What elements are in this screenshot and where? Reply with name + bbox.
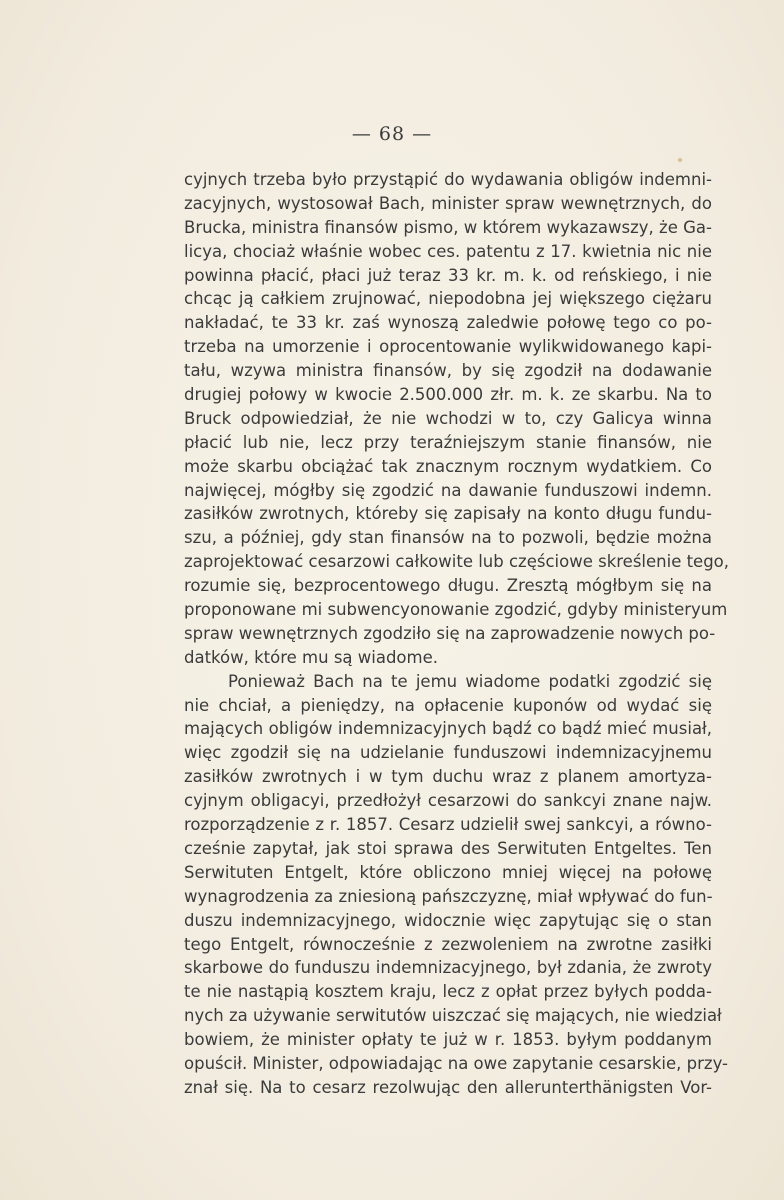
text-line: może skarbu obciążać tak znacznym rocznym wydatkiem. Co [184,456,712,476]
text-line: Brucka, ministra finansów pismo, w którem wykazawszy, że Ga- [184,217,712,237]
text-line: skarbowe do funduszu indemnizacyjnego, był zdania, że zwroty [184,958,712,978]
body-text [184,168,730,1100]
text-line: licya, chociaż właśnie wobec ces. patentu z 17. kwietnia nic nie [184,241,712,261]
text-line: tego Entgelt, równocześnie z zezwoleniem na zwrotne zasiłki [184,934,712,954]
text-line: spraw wewnętrznych zgodziło się na zaprowadzenie nowych po- [184,623,716,643]
text-line: mających obligów indemnizacyjnych bądź co bądź mieć musiał, [184,719,712,739]
text-line: Ponieważ Bach na te jemu wiadome podatki zgodzić się [228,671,712,691]
text-line: cyjnych trzeba było przystąpić do wydawania obligów indemni- [184,170,712,189]
text-line: proponowane mi subwencyonowanie zgodzić, gdyby ministeryum [184,600,728,620]
text-line: opuścił. Minister, odpowiadając na owe zapytanie cesarskie, przy- [184,1053,729,1073]
text-line: cześnie zapytał, jak stoi sprawa des Serwituten Entgeltes. Ten [184,838,712,858]
text-line: płacić lub nie, lecz przy teraźniejszym stanie finansów, nie [184,432,712,452]
text-line: tału, wzywa ministra finansów, by się zgodził na dodawanie [184,361,712,381]
text-line: datków, które mu są wiadome. [184,647,438,667]
text-line: nych za używanie serwitutów uiszczać się mających, nie wiedział [184,1006,722,1026]
text-line: znał się. Na to cesarz rezolwując den allerunterthänigsten Vor- [184,1077,712,1097]
text-line: więc zgodził się na udzielanie funduszowi indemnizacyjnemu [184,743,712,763]
text-line: rozporządzenie z r. 1857. Cesarz udzielił swej sankcyi, a równo- [184,815,712,835]
text-line: cyjnym obligacyi, przedłożył cesarzowi do sankcyi znane najw. [184,791,712,811]
text-line: duszu indemnizacyjnego, widocznie więc zapytując się o stan [184,910,712,930]
text-line: trzeba na umorzenie i oprocentowanie wylikwidowanego kapi- [184,337,712,357]
paper-speck [678,158,682,162]
text-line: drugiej połowy w kwocie 2.500.000 złr. m. k. ze skarbu. Na to [184,385,712,405]
text-line: zasiłków zwrotnych i w tym duchu wraz z planem amortyza- [184,767,712,787]
text-line: Serwituten Entgelt, które obliczono mniej więcej na połowę [184,862,712,882]
text-line: zasiłków zwrotnych, któreby się zapisały na konto długu fundu- [184,504,712,524]
text-line: zaprojektować cesarzowi całkowite lub częściowe skreślenie tego, [184,552,730,572]
text-line: nie chciał, a pieniędzy, na opłacenie kuponów od wydać się [184,695,712,715]
text-line: nakładać, te 33 kr. zaś wynoszą zaledwie połowę tego co po- [184,313,712,333]
text-line: zacyjnych, wystosował Bach, minister spraw wewnętrznych, do [184,193,712,213]
text-line: najwięcej, mógłby się zgodzić na dawanie funduszowi indemn. [184,480,712,500]
text-line: te nie nastąpią kosztem kraju, lecz z opłat przez byłych podda- [184,982,712,1002]
text-line: chcąc ją całkiem zrujnować, niepodobna jej większego ciężaru [184,289,712,309]
text-line: Bruck odpowiedział, że nie wchodzi w to, czy Galicya winna [184,408,712,428]
text-line: bowiem, że minister opłaty te już w r. 1853. byłym poddanym [184,1030,712,1050]
text-line: wynagrodzenia za zniesioną pańszczyznę, miał wpływać do fun- [184,886,713,906]
text-line: rozumie się, bezprocentowego długu. Zresztą mógłbym się na [184,576,712,596]
text-line: powinna płacić, płaci już teraz 33 kr. m. k. od reńskiego, i nie [184,265,712,285]
text-line: szu, a później, gdy stan finansów na to pozwoli, będzie można [184,528,712,548]
page-number: — 68 — [351,123,433,145]
